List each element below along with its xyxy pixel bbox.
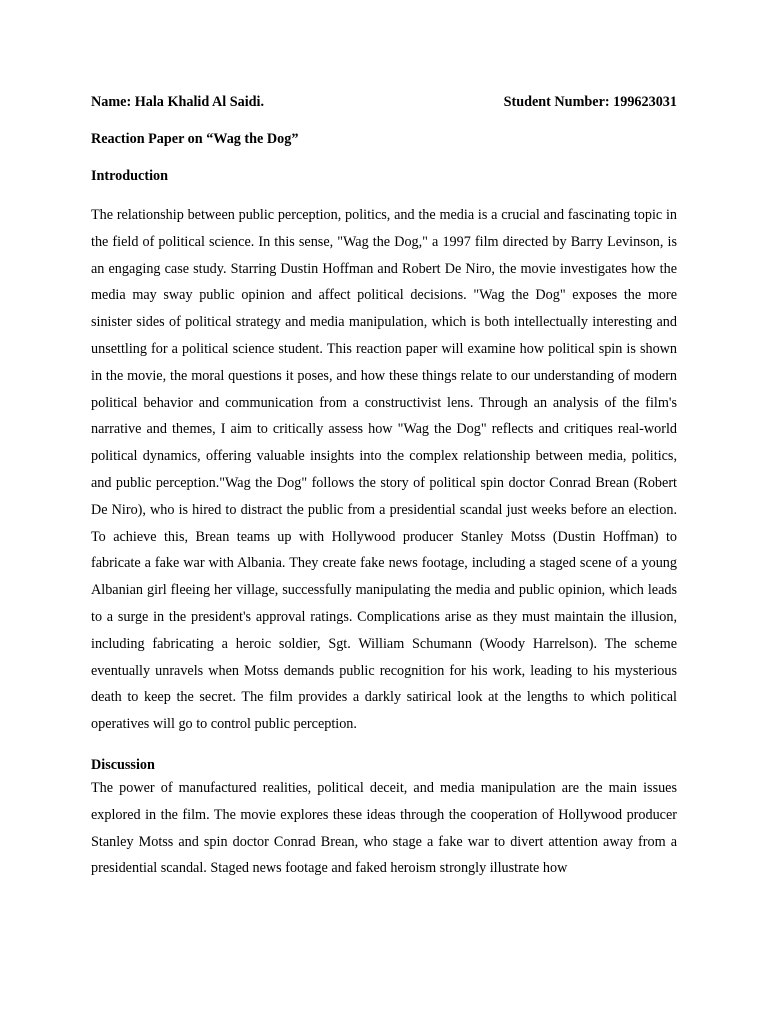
student-number: Student Number: 199623031	[503, 94, 677, 110]
student-name: Name: Hala Khalid Al Saidi.	[91, 94, 265, 110]
document-page	[91, 93, 677, 882]
discussion-paragraph: The power of manufactured realities, political deceit, and media manipulation are the main issues explored in the film. The movie explores these ideas through the cooperation of Hollywood producer Stanley Motss and spin doctor Conrad Brean, who stage a fake war to divert attention away from a presidential scandal. Staged news footage and faked heroism strongly illustrate how	[91, 779, 677, 877]
header-row	[91, 93, 677, 112]
introduction-paragraph: The relationship between public perception, politics, and the media is a crucial and fascinating topic in the field of political science. In this sense, "Wag the Dog," a 1997 film directed by Barry Levinson, is an engaging case study. Starring Dustin Hoffman and Robert De Niro, the movie investigates how the media may sway public opinion and affect political decisions. "Wag the Dog" exposes the more sinister sides of political strategy and media manipulation, which is both intellectually interesting and unsettling for a political science student. This reaction paper will examine how political spin is shown in the movie, the moral questions it poses, and how these things relate to our understanding of modern political behavior and communication from a constructivist lens. Through an analysis of the film's narrative and themes, I aim to critically assess how "Wag the Dog" reflects and critiques real-world political dynamics, offering valuable insights into the complex relationship between media, politics, and public perception."Wag the Dog" follows the story of political spin doctor Conrad Brean (Robert De Niro), who is hired to distract the public from a presidential scandal just weeks before an election. To achieve this, Brean teams up with Hollywood producer Stanley Motss (Dustin Hoffman) to fabricate a fake war with Albania. They create fake news footage, including a staged scene of a young Albanian girl fleeing her village, successfully manipulating the media and public opinion, which leads to a surge in the president's approval ratings. Complications arise as they must maintain the illusion, including fabricating a heroic soldier, Sgt. William Schumann (Woody Harrelson). The scheme eventually unravels when Motss demands public recognition for his work, leading to his mysterious death to keep the secret. The film provides a darkly satirical look at the lengths to which political operatives will go to control public perception.	[91, 207, 677, 733]
introduction-heading: Introduction	[91, 168, 168, 184]
discussion-heading: Discussion	[91, 756, 155, 773]
paper-title: Reaction Paper on “Wag the Dog”	[91, 131, 299, 147]
